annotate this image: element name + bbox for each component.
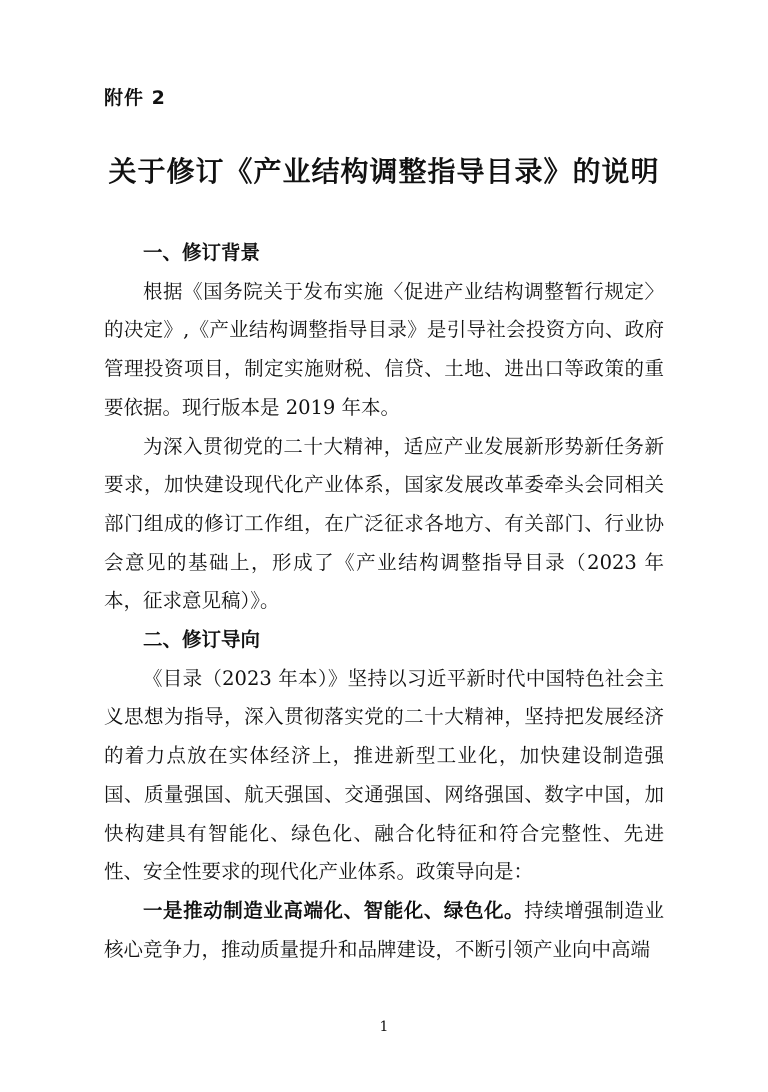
attachment-label: 附件 2: [104, 87, 166, 109]
document-body: [104, 234, 664, 969]
point-1-text: 持续增强制造业核心竞争力，推动质量提升和品牌建设，不断引领产业向中高端: [104, 898, 664, 961]
paragraph-point-1: [104, 892, 664, 969]
section-heading-background: 一、修订背景: [143, 241, 261, 264]
document-title: 关于修订《产业结构调整指导目录》的说明: [108, 155, 660, 188]
paragraph-orientation-1: 《目录（2023 年本）》坚持以习近平新时代中国特色社会主义思想为指导，深入贯彻落实党的二十大精神，坚持把发展经济的着力点放在实体经济上，推进新型工业化，加快建设制造强国、质量强国、航天强国、交通强国、网络强国、数字中国，加快构建具有智能化、绿色化、融合化特征和符合完整性、先进性、安全性要求的现代化产业体系。政策导向是：: [104, 666, 664, 884]
page-number: 1: [379, 1019, 389, 1035]
paragraph-background-1: 根据《国务院关于发布实施〈促进产业结构调整暂行规定〉的决定》,《产业结构调整指导目录》是引导社会投资方向、政府管理投资项目，制定实施财税、信贷、土地、进出口等政策的重要依据。现行版本是 2019 年本。: [104, 279, 664, 419]
section-heading-orientation: 二、修订导向: [143, 628, 261, 652]
point-1-lead: 一是推动制造业高端化、智能化、绿色化。: [143, 898, 525, 922]
paragraph-background-2: 为深入贯彻党的二十大精神，适应产业发展新形势新任务新要求，加快建设现代化产业体系，国家发展改革委牵头会同相关部门组成的修订工作组，在广泛征求各地方、有关部门、行业协会意见的基础上，形成了《产业结构调整指导目录（2023 年本，征求意见稿）》。: [104, 434, 664, 613]
